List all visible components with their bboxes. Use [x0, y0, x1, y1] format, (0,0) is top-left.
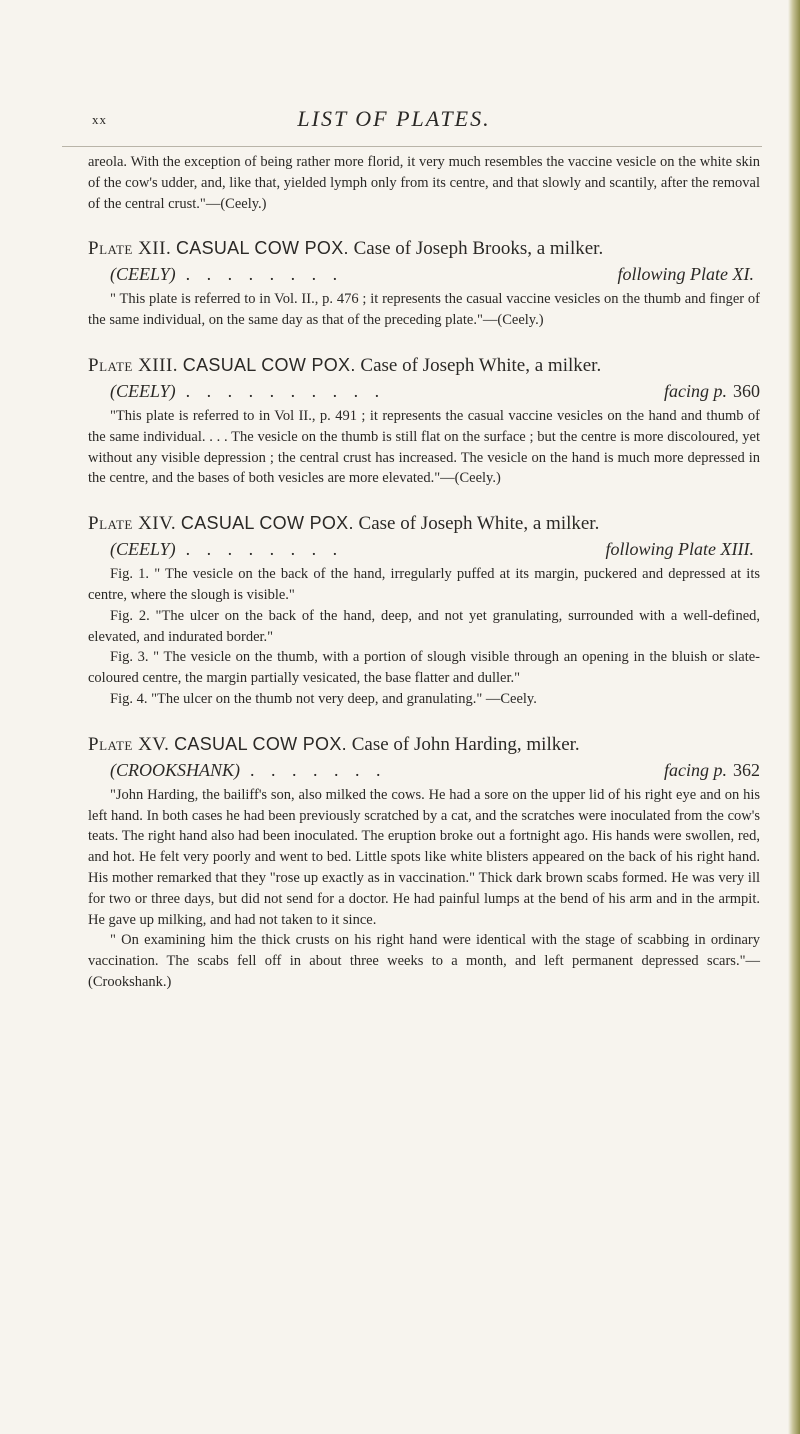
- plate-position: facing p.: [664, 759, 727, 780]
- page-header: [0, 106, 788, 146]
- plate-author: (CEELY): [110, 380, 176, 401]
- plate-heading: [88, 236, 760, 261]
- plate-case: Case of Joseph White, a milker.: [358, 513, 600, 535]
- plate-entry-xiv: [88, 511, 760, 710]
- plate-title: CASUAL COW POX.: [175, 238, 349, 259]
- plate-heading: [88, 511, 760, 536]
- plate-description: "This plate is referred to in Vol II., p. 491 ; it represents the casual vaccine vesicles on the hand and thumb of the same individual. . . . The vesicle on the thumb is still flat on the surface ; but the centre is more discoloured, yet without any visible depression ; the central crust has increased. The vesicle on the hand is much more depressed in the centre, and the bases of both vesicles are more elevated."—(Ceely.): [88, 407, 760, 487]
- page-number: xx: [92, 112, 107, 127]
- plate-entry-xii: [88, 236, 760, 331]
- leader-dots: . . . . . . . .: [185, 539, 344, 560]
- plate-label: Plate XV.: [88, 733, 170, 755]
- plate-reference: [88, 757, 760, 783]
- plate-position: facing p.: [664, 380, 727, 401]
- leader-dots: . . . . . . . . . .: [185, 380, 386, 401]
- figure-description: Fig. 2. "The ulcer on the back of the hand, deep, and not yet granulating, surrounded with a well-defined, elevated, and indurated border.": [88, 607, 760, 645]
- plate-position: following Plate XI.: [617, 264, 754, 285]
- plate-entry-xiii: [88, 353, 760, 489]
- plate-page: 360: [733, 380, 760, 401]
- plate-title: CASUAL COW POX.: [174, 733, 347, 754]
- plate-description: " This plate is referred to in Vol. II., p. 476 ; it represents the casual vaccine vesicles on the thumb and finger of the same individual, on the same day as that of the preceding plate."—(Ceely.): [88, 291, 760, 329]
- figure-description: Fig. 1. " The vesicle on the back of the hand, irregularly puffed at its margin, puckered and depressed at its centre, where the slough is visible.": [88, 566, 760, 603]
- plate-author: (CROOKSHANK): [110, 759, 240, 780]
- plate-description: "John Harding, the bailiff's son, also milked the cows. He had a sore on the upper lid of his right eye and on his left hand. In both cases he had been previously scratched by a cat, and the scratches were inoculated from the cow's teats. The right hand also had been inoculated. The eruption broke out a fortnight ago. His hands were swollen, red, and hot. He felt very poorly and went to bed. Little spots like white blisters appeared on the back of his right hand. His mother remarked that they "rose up exactly as in vaccination." Thick dark brown scabs formed. He was very ill for two or three days, but did not send for a doctor. He had painful lumps at the bend of his arm and in the armpit. He gave up milking, and had not taken to it since.: [88, 786, 760, 928]
- plate-position: following Plate XIII.: [605, 539, 754, 560]
- plate-author: (CEELY): [110, 539, 176, 560]
- plate-author: (CEELY): [110, 264, 176, 285]
- plate-label: Plate XII.: [88, 238, 172, 260]
- plate-label: Plate XIV.: [88, 513, 177, 535]
- figure-description: Fig. 3. " The vesicle on the thumb, with a portion of slough visible through an opening in the bluish or slate-coloured centre, the margin partially vesicated, the base flatter and duller.": [88, 649, 760, 687]
- plate-heading: [88, 732, 760, 757]
- plate-page: 362: [733, 759, 760, 780]
- page-edge: [788, 0, 800, 1434]
- intro-paragraph: areola. With the exception of being rather more florid, it very much resembles the vaccine vesicle on the white skin of the cow's udder, and, like that, yielded lymph only from its centre, and that slowly and scantily, after the removal of the central crust."—(Ceely.): [88, 154, 760, 212]
- plate-case: Case of Joseph Brooks, a milker.: [353, 238, 604, 260]
- plate-heading: [88, 353, 760, 378]
- plate-label: Plate XIII.: [88, 354, 179, 376]
- page-body: [88, 152, 760, 993]
- plate-reference: [88, 536, 760, 562]
- plate-description: " On examining him the thick crusts on his right hand were identical with the stage of scabbing in ordinary vaccination. The scabs fell off in about three weeks to a month, and left permanent depressed scars."—(Crookshank.): [88, 932, 760, 990]
- leader-dots: . . . . . . . .: [185, 264, 344, 285]
- figure-description: Fig. 4. "The ulcer on the thumb not very deep, and granulating." —Ceely.: [110, 690, 537, 707]
- running-title: LIST OF PLATES.: [297, 106, 491, 131]
- leader-dots: . . . . . . .: [250, 759, 387, 780]
- plate-case: Case of John Harding, milker.: [351, 733, 580, 755]
- plate-reference: [88, 261, 760, 287]
- plate-title: CASUAL COW POX.: [180, 513, 354, 534]
- header-rule: [62, 146, 762, 147]
- plate-title: CASUAL COW POX.: [182, 354, 356, 375]
- plate-reference: [88, 378, 760, 404]
- plate-case: Case of Joseph White, a milker.: [360, 354, 602, 376]
- plate-entry-xv: [88, 732, 760, 993]
